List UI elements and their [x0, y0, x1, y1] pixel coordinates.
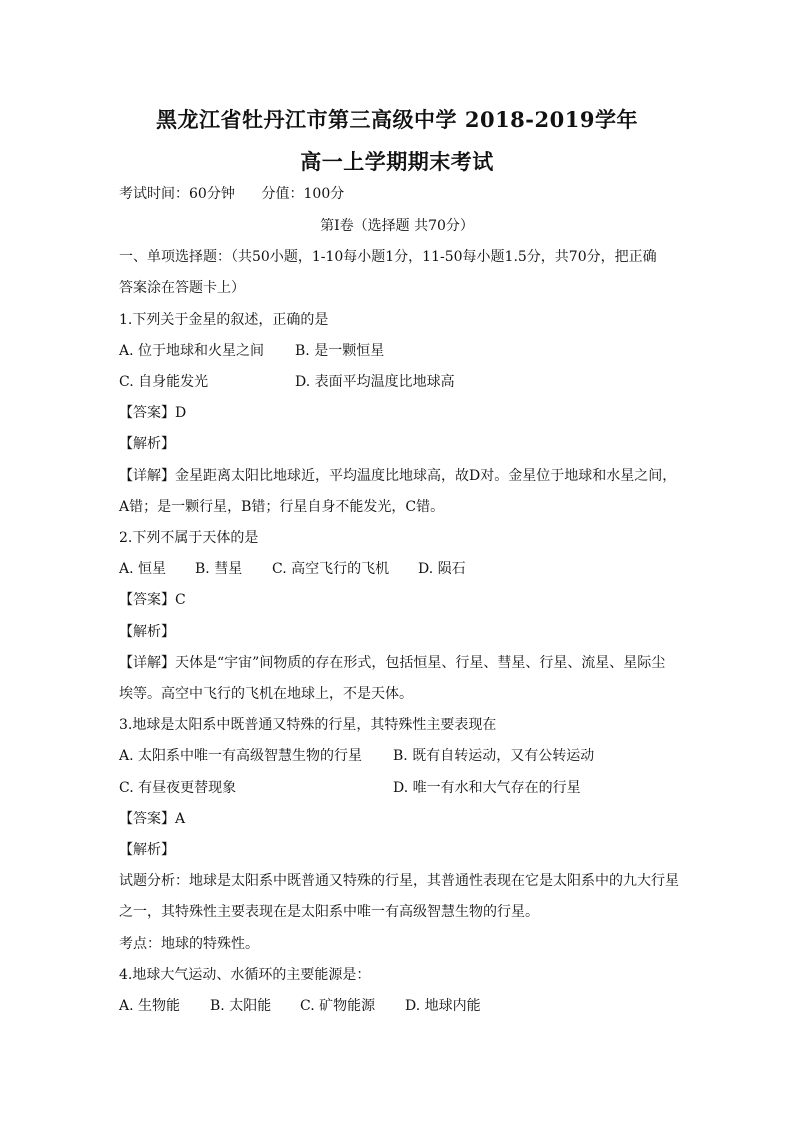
instruction-line-2: 答案涂在答题卡上） — [119, 280, 245, 296]
question-2-detail-line-1: 【详解】天体是“宇宙”间物质的存在形式，包括恒星、行星、彗星、行星、流星、星际尘 — [119, 655, 666, 671]
question-4-option-a: A. 生物能 — [119, 998, 181, 1014]
question-2-option-b: B. 彗星 — [195, 561, 243, 577]
question-2-detail-line-2: 埃等。高空中飞行的飞机在地球上，不是天体。 — [119, 686, 413, 702]
question-1-detail-line-2: A错；是一颗行星，B错；行星自身不能发光，C错。 — [119, 499, 445, 515]
question-3-option-c: C. 有昼夜更替现象 — [119, 780, 237, 796]
question-1-answer: 【答案】D — [119, 405, 187, 421]
question-1-stem: 1.下列关于金星的叙述，正确的是 — [119, 312, 329, 328]
question-3-answer: 【答案】A — [119, 811, 186, 827]
question-2-option-d: D. 陨石 — [418, 561, 466, 577]
title-line-2: 高一上学期期末考试 — [300, 149, 494, 174]
question-4-option-b: B. 太阳能 — [210, 998, 272, 1014]
question-3-option-a: A. 太阳系中唯一有高级智慧生物的行星 — [119, 748, 363, 764]
question-3-detail-line-2: 之一，其特殊性主要表现在是太阳系中唯一有高级智慧生物的行星。 — [119, 904, 539, 920]
question-3-detail-line-3: 考点：地球的特殊性。 — [119, 936, 259, 952]
title-line-1: 黑龙江省牡丹江市第三高级中学 2018-2019学年 — [156, 107, 638, 132]
question-3-option-d: D. 唯一有水和大气存在的行星 — [393, 780, 581, 796]
question-3-stem: 3.地球是太阳系中既普通又特殊的行星，其特殊性主要表现在 — [119, 717, 497, 733]
question-1-option-d: D. 表面平均温度比地球高 — [295, 374, 455, 390]
question-4-option-c: C. 矿物能源 — [300, 998, 376, 1014]
instruction-line-1: 一、单项选择题：（共50小题，1-10每小题1分，11-50每小题1.5分，共70分，把正确 — [119, 249, 657, 265]
question-1-option-a: A. 位于地球和火星之间 — [119, 343, 265, 359]
question-1-analysis-label: 【解析】 — [119, 436, 175, 452]
question-3-option-b: B. 既有自转运动，又有公转运动 — [393, 748, 595, 764]
question-2-option-a: A. 恒星 — [119, 561, 167, 577]
question-3-detail-line-1: 试题分析：地球是太阳系中既普通又特殊的行星，其普通性表现在它是太阳系中的九大行星 — [119, 873, 679, 889]
question-2-answer: 【答案】C — [119, 592, 186, 608]
question-3-analysis-label: 【解析】 — [119, 842, 175, 858]
exam-info: 考试时间：60分钟 分值：100分 — [119, 186, 345, 202]
question-1-option-c: C. 自身能发光 — [119, 374, 209, 390]
question-4-stem: 4.地球大气运动、水循环的主要能源是： — [119, 967, 371, 983]
question-4-option-d: D. 地球内能 — [405, 998, 481, 1014]
question-2-stem: 2.下列不属于天体的是 — [119, 530, 259, 546]
question-1-option-b: B. 是一颗恒星 — [295, 343, 385, 359]
question-2-option-c: C. 高空飞行的飞机 — [272, 561, 390, 577]
section-heading: 第Ⅰ卷（选择题 共70分） — [320, 218, 474, 234]
question-2-analysis-label: 【解析】 — [119, 624, 175, 640]
question-1-detail-line-1: 【详解】金星距离太阳比地球近，平均温度比地球高，故D对。金星位于地球和水星之间， — [119, 468, 677, 484]
